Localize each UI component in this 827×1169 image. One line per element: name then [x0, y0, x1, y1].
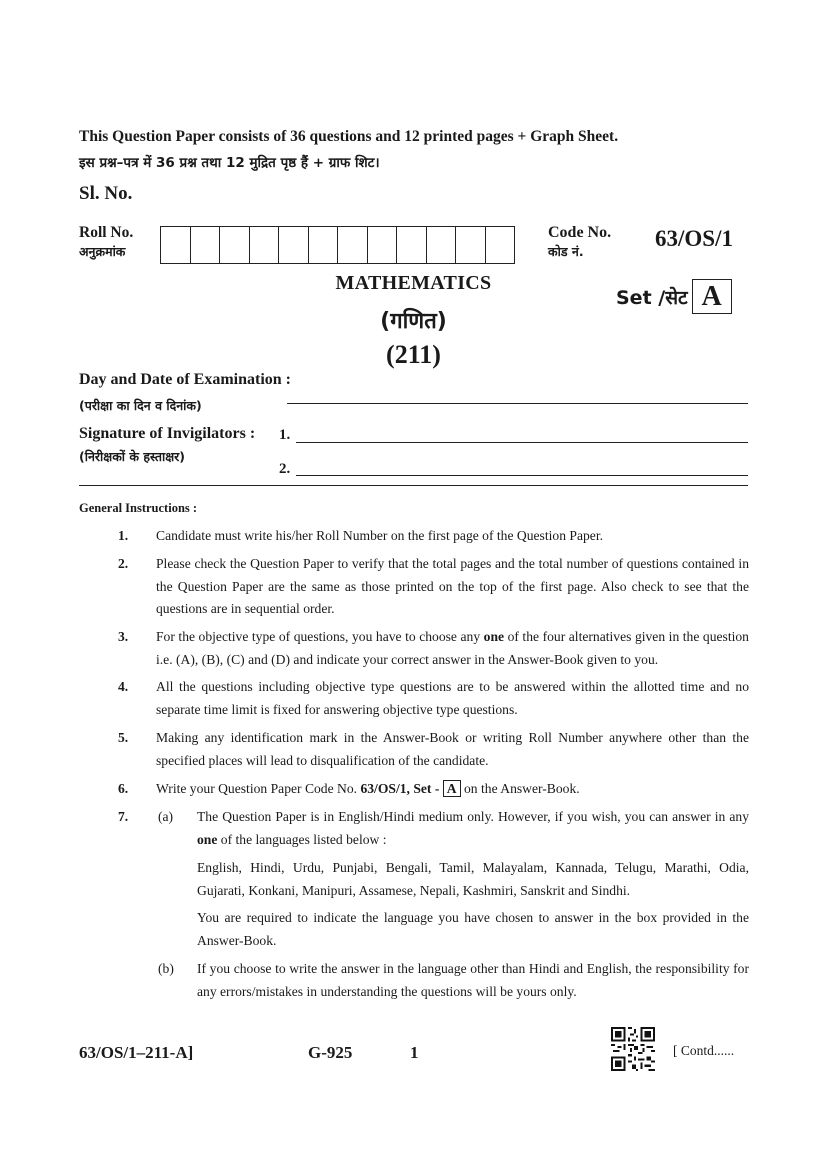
instruction-text: Candidate must write his/her Roll Number on the first page of the Question Paper.	[156, 528, 603, 543]
code-number-value: 63/OS/1	[655, 226, 733, 251]
instruction-text: All the questions including objective type questions are to be answered within the allotted time and no separate time limit is fixed for answering objective type questions.	[156, 679, 749, 717]
paper-info-hindi: इस प्रश्न–पत्र में 36 प्रश्न तथा 12 मुद्रित पृष्ठ हैं + ग्राफ शिट।	[79, 155, 380, 171]
set-indicator	[616, 279, 732, 314]
roll-digit-box[interactable]	[279, 226, 309, 264]
roll-digit-box[interactable]	[397, 226, 427, 264]
exam-date-label-hindi: (परीक्षा का दिन व दिनांक)	[79, 398, 202, 413]
roll-digit-box[interactable]	[250, 226, 280, 264]
instruction-number: 6.	[118, 781, 129, 796]
set-code-box: A	[443, 780, 461, 797]
subitem-text-a-note: You are required to indicate the language you have chosen to answer in the box provided in the Answer-Book.	[197, 910, 749, 948]
code-number-label-hindi: कोड नं.	[548, 244, 584, 259]
serial-code-footer: G-925	[308, 1043, 353, 1062]
roll-digit-box[interactable]	[486, 226, 516, 264]
header-divider	[79, 485, 748, 486]
signature-1-line[interactable]	[296, 442, 748, 443]
serial-number-label: Sl. No.	[79, 183, 133, 204]
language-list: English, Hindi, Urdu, Punjabi, Bengali, Tamil, Malayalam, Kannada, Telugu, Marathi, Odia, Gujarati, Konkani, Manipuri, Assamese, Nepali, Kashmiri, Sanskrit and Sindhi.	[197, 860, 749, 898]
subitem-text-b: If you choose to write the answer in the language other than Hindi and English, the responsibility for any errors/mistakes in understanding the questions will be yours only.	[197, 961, 749, 999]
roll-number-label: Roll No.	[79, 224, 134, 241]
subitem-label-a: (a)	[158, 809, 174, 824]
general-instructions-title: General Instructions :	[79, 501, 198, 515]
invigilator-signature-label: Signature of Invigilators :	[79, 425, 256, 442]
subitem-text-a: The Question Paper is in English/Hindi medium only. However, if you wish, you can answer in any one of the languages listed below :	[197, 809, 749, 847]
signature-2-line[interactable]	[296, 475, 748, 476]
roll-digit-box[interactable]	[338, 226, 368, 264]
instruction-text: Please check the Question Paper to verify that the total pages and the total number of questions contained in the Question Paper are the same as those printed on the top of the first page. Also check to see that the questions are in sequential order.	[156, 556, 749, 616]
subject-title-hindi: (गणित)	[380, 309, 447, 334]
signature-1-number: 1.	[279, 427, 291, 443]
paper-code-footer: 63/OS/1–211-A]	[79, 1043, 194, 1062]
instruction-number: 1.	[118, 528, 129, 543]
roll-digit-box[interactable]	[309, 226, 339, 264]
instruction-number: 3.	[118, 629, 129, 644]
paper-info-english: This Question Paper consists of 36 questions and 12 printed pages + Graph Sheet.	[79, 128, 619, 145]
qr-code-icon	[611, 1027, 655, 1071]
roll-digit-box[interactable]	[368, 226, 398, 264]
instruction-number: 5.	[118, 730, 129, 745]
roll-digit-box[interactable]	[220, 226, 250, 264]
roll-number-label-hindi: अनुक्रमांक	[79, 244, 126, 259]
code-number-label: Code No.	[548, 224, 612, 241]
instruction-text: Making any identification mark in the Answer-Book or writing Roll Number anywhere other than the specified places will lead to disqualification of the candidate.	[156, 730, 749, 768]
set-label: Set /सेट	[616, 286, 688, 309]
roll-digit-box[interactable]	[191, 226, 221, 264]
instruction-number: 4.	[118, 679, 129, 694]
exam-date-label: Day and Date of Examination :	[79, 371, 292, 388]
continued-label: [ Contd......	[673, 1043, 735, 1058]
subject-code: (211)	[386, 340, 441, 369]
roll-digit-box[interactable]	[427, 226, 457, 264]
page-number: 1	[410, 1043, 419, 1062]
exam-date-line[interactable]	[287, 403, 748, 404]
instruction-number: 7.	[118, 809, 129, 824]
invigilator-signature-label-hindi: (निरीक्षकों के हस्ताक्षर)	[79, 449, 185, 464]
subitem-label-b: (b)	[158, 961, 174, 976]
signature-2-number: 2.	[279, 461, 291, 477]
subject-title: MATHEMATICS	[335, 272, 492, 294]
instruction-text: Write your Question Paper Code No. 63/OS/1, Set - A on the Answer-Book.	[156, 781, 580, 796]
instruction-number: 2.	[118, 556, 129, 571]
roll-number-boxes[interactable]	[160, 226, 515, 264]
instruction-text: For the objective type of questions, you have to choose any one of the four alternatives given in the question i.e. (A), (B), (C) and (D) and indicate your correct answer in the Answer-Book given to you.	[156, 629, 749, 667]
set-value-box: A	[692, 279, 732, 314]
roll-digit-box[interactable]	[161, 226, 191, 264]
roll-digit-box[interactable]	[456, 226, 486, 264]
